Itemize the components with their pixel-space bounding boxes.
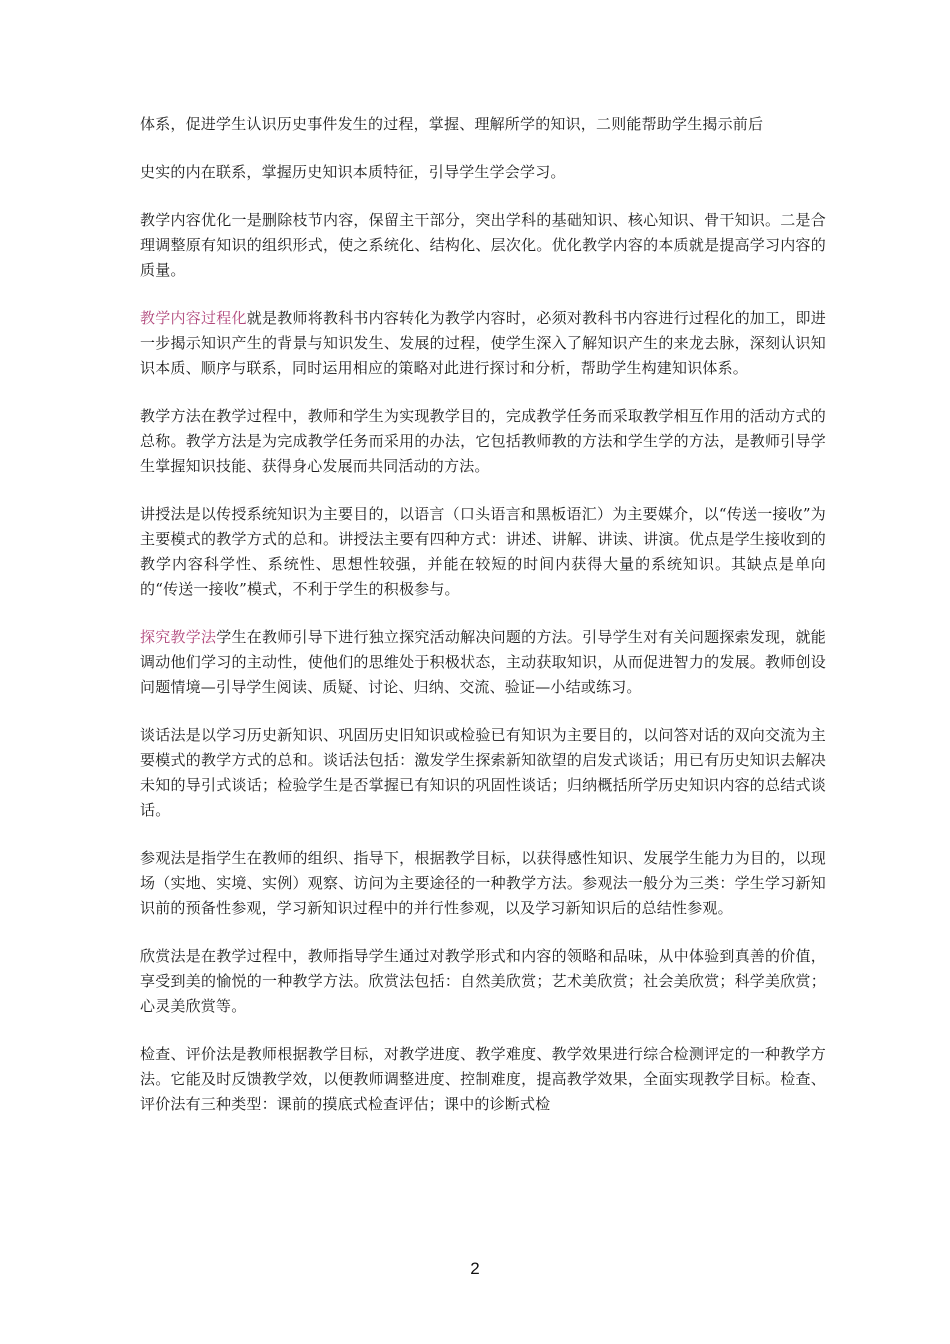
paragraph-8 — [140, 723, 826, 823]
paragraph-text: 史实的内在联系，掌握历史知识本质特征，引导学生学会学习。 — [140, 163, 566, 181]
paragraph-text: 体系，促进学生认识历史事件发生的过程，掌握、理解所学的知识，二则能帮助学生揭示前后 — [140, 115, 764, 133]
paragraph-text: 欣赏法是在教学过程中，教师指导学生通过对教学形式和内容的领略和品味，从中体验到真善的价值，享受到美的愉悦的一种教学方法。欣赏法包括：自然美欣赏；艺术美欣赏；社会美欣赏；科学美欣赏；心灵美欣赏等。 — [140, 947, 826, 1015]
paragraph-text: 检查、评价法是教师根据教学目标，对教学进度、教学难度、教学效果进行综合检测评定的一种教学方法。它能及时反馈教学效，以便教师调整进度、控制难度，提高教学效果，全面实现教学目标。检查、评价法有三种类型：课前的摸底式检查评估；课中的诊断式检 — [140, 1045, 826, 1113]
paragraph-text: 讲授法是以传授系统知识为主要目的，以语言（口头语言和黑板语汇）为主要媒介，以“传送一接收”为主要模式的教学方式的总和。讲授法主要有四种方式：讲述、讲解、讲读、讲演。优点是学生接收到的教学内容科学性、系统性、思想性较强，并能在较短的时间内获得大量的系统知识。其缺点是单向的“传送一接收”模式，不利于学生的积极参与。 — [140, 505, 826, 598]
paragraph-11 — [140, 1042, 826, 1117]
paragraph-6 — [140, 502, 826, 602]
paragraph-text: 学生在教师引导下进行独立探究活动解决问题的方法。引导学生对有关问题探索发现，就能调动他们学习的主动性，使他们的思维处于积极状态，主动获取知识，从而促进智力的发展。教师创设问题情境—引导学生阅读、质疑、讨论、归纳、交流、验证—小结或练习。 — [140, 628, 826, 696]
highlight-term: 教学内容过程化 — [140, 309, 247, 327]
document-body — [140, 112, 826, 1140]
paragraph-3 — [140, 208, 826, 283]
paragraph-5 — [140, 404, 826, 479]
paragraph-text: 教学内容优化一是删除枝节内容，保留主干部分，突出学科的基础知识、核心知识、骨干知识。二是合理调整原有知识的组织形式，使之系统化、结构化、层次化。优化教学内容的本质就是提高学习内容的质量。 — [140, 211, 826, 279]
paragraph-text: 就是教师将教科书内容转化为教学内容时，必须对教科书内容进行过程化的加工，即进一步揭示知识产生的背景与知识发生、发展的过程，使学生深入了解知识产生的来龙去脉，深刻认识知识本质、顺序与联系，同时运用相应的策略对此进行探讨和分析，帮助学生构建知识体系。 — [140, 309, 826, 377]
page-number: 2 — [470, 1259, 480, 1278]
paragraph-text: 参观法是指学生在教师的组织、指导下，根据教学目标，以获得感性知识、发展学生能力为目的，以现场（实地、实境、实例）观察、访问为主要途径的一种教学方法。参观法一般分为三类：学生学习新知识前的预备性参观，学习新知识过程中的并行性参观，以及学习新知识后的总结性参观。 — [140, 849, 826, 917]
paragraph-7 — [140, 625, 826, 700]
paragraph-text: 谈话法是以学习历史新知识、巩固历史旧知识或检验已有知识为主要目的，以问答对话的双向交流为主要模式的教学方式的总和。谈话法包括：激发学生探索新知欲望的启发式谈话；用已有历史知识去解决未知的导引式谈话；检验学生是否掌握已有知识的巩固性谈话；归纳概括所学历史知识内容的总结式谈话。 — [140, 726, 826, 819]
paragraph-1 — [140, 112, 826, 137]
paragraph-2 — [140, 160, 826, 185]
paragraph-4 — [140, 306, 826, 381]
paragraph-10 — [140, 944, 826, 1019]
paragraph-text: 教学方法在教学过程中，教师和学生为实现教学目的，完成教学任务而采取教学相互作用的活动方式的总称。教学方法是为完成教学任务而采用的办法，它包括教师教的方法和学生学的方法，是教师引导学生掌握知识技能、获得身心发展而共同活动的方法。 — [140, 407, 826, 475]
paragraph-9 — [140, 846, 826, 921]
highlight-term: 探究教学法 — [140, 628, 217, 646]
